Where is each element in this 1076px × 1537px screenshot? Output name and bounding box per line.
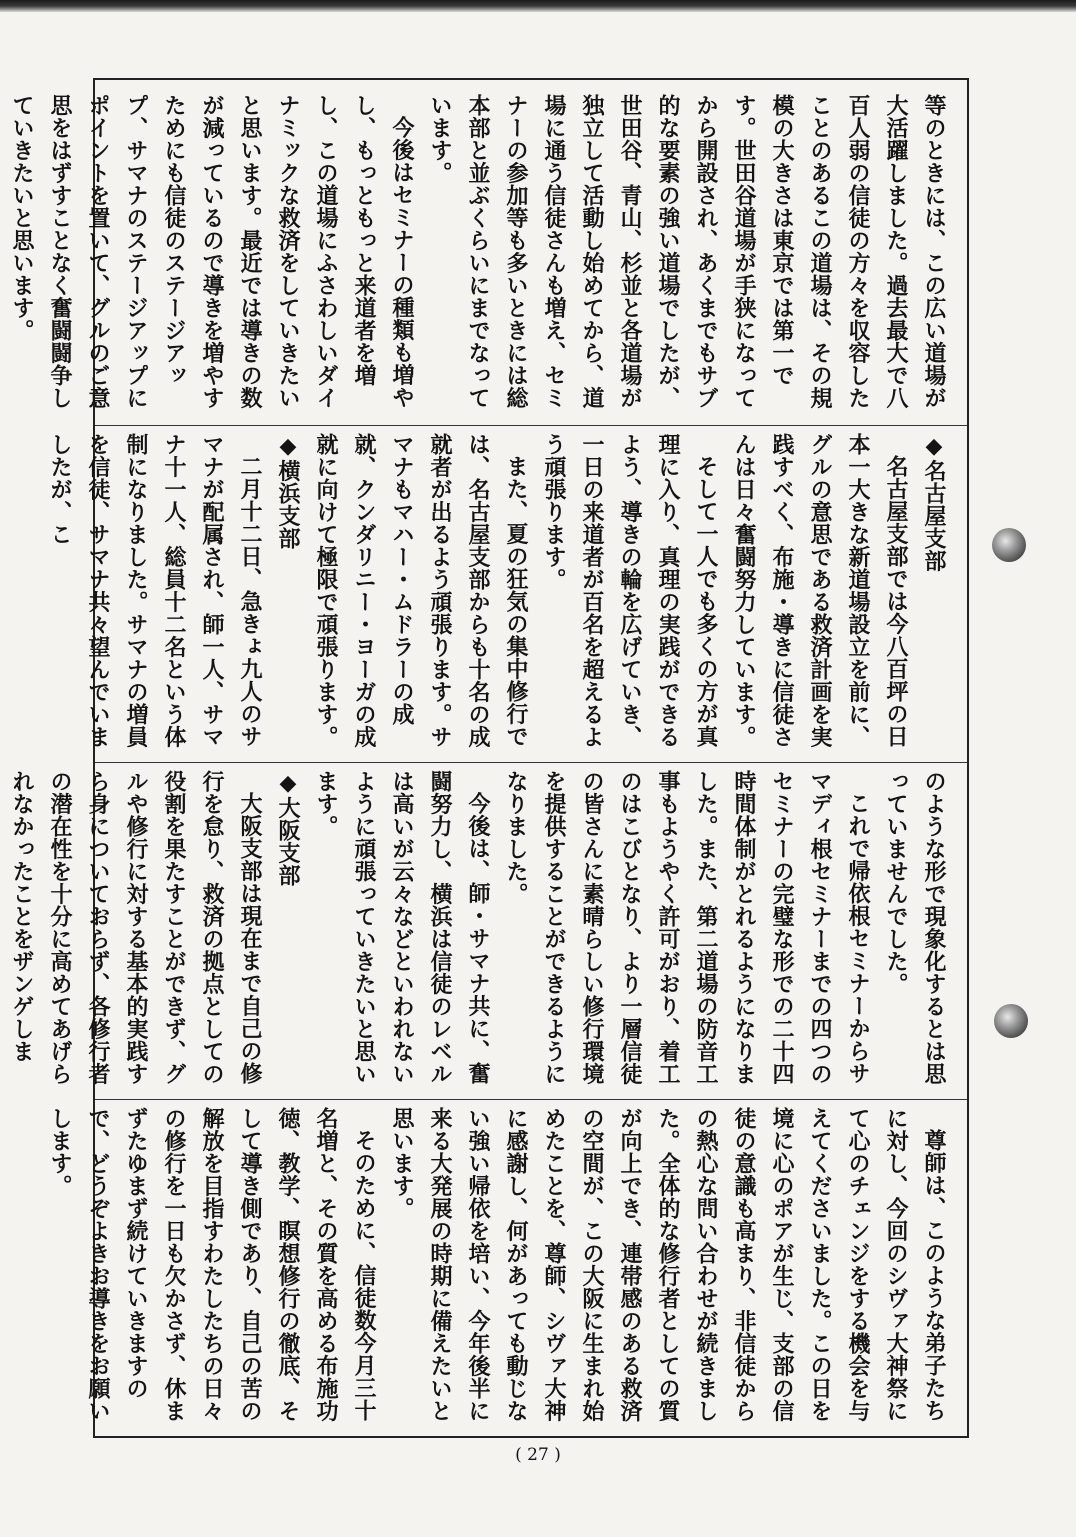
binder-hole-icon (992, 528, 1026, 562)
text-band-4 (47, 1107, 953, 1427)
binder-hole-icon (994, 1004, 1028, 1038)
section-heading-nagoya: ◆名古屋支部 (921, 433, 947, 572)
paragraph: 今後はセミナーの種類も増やし、もっともっと来道者を増し、この道場にふさわしいダイナミックな救済をしていきたいと思います。最近では導きの数が減っているので導きを増やすためにも信徒のステージアップ、サマナのステージアップにポイントを置いて、グルのご意思をはずすことなく奮闘闘争していきたいと思います。 (9, 94, 415, 409)
page-frame (9, 78, 969, 1438)
paragraph: 尊師は、このような弟子たちに対し、今回のシヴァ大神祭にて心のチェンジをする機会を与えてくださいました。この日を境に心のポアが生じ、支部の信徒の意識も高まり、非信徒からの熱心な問い合わせが続きました。全体的な修行者としての質が向上でき、連帯感のある救済の空間が、この大阪に生まれ始めたことを、尊師、シヴァ大神に感謝し、何があっても動じない強い帰依を培い、今年後半に来る大発展の時期に備えたいと思います。 (389, 1107, 947, 1422)
paragraph: 等のときには、この広い道場が大活躍しました。過去最大で八百人弱の信徒の方々を収容したことのあるこの道場は、その規模の大きさは東京では第一です。世田谷道場が手狭になってから開設され、あくまでもサブ的な要素の強い道場でしたが、世田谷、青山、杉並と各道場が独立して活動し始めてから、道場に通う信徒さんも増え、セミナーの参加等も多いときには総本部と並ぶくらいにまでなっています。 (427, 94, 947, 409)
paragraph: 今後は、師・サマナ共に、奮闘努力し、横浜は信徒のレベルは高いが云々などといわれないように頑張っていきたいと思います。 (313, 770, 491, 1085)
band-divider (95, 1099, 967, 1100)
text-band-3 (9, 770, 953, 1094)
paragraph: 大阪支部は現在まで自己の修行を怠り、救済の拠点としての役割を果たすことができず、グルや修行に対する基本的実践すら身についておらず、各修行者の潜在性を十分に高めてあげられなかったことをザンゲしま (9, 770, 263, 1085)
paragraph: 二月十二日、急きょ九人のサマナが配属され、師一人、サマナ十一人、総員十二名という体制になりました。サマナの増員を信徒、サマナ共々望んでいましたが、こ (47, 433, 263, 748)
paragraph: これで帰依根セミナーからサマディ根セミナーまでの四つのセミナーの完璧な形での二十四時間体制がとれるようになりました。また、第二道場の防音工事もようやく許可がおり、着工のはこびとなり、より一層信徒の皆さんに素晴らしい修行環境を提供することができるようになりました。 (503, 770, 871, 1085)
section-heading-yokohama: ◆横浜支部 (275, 433, 301, 550)
text-band-1 (9, 94, 953, 420)
page-number: ( 27 ) (515, 1445, 561, 1465)
scan-edge (0, 0, 1076, 12)
paragraph: また、夏の狂気の集中修行では、名古屋支部からも十名の成就者が出るよう頑張ります。サマナもマハー・ムドラーの成就、クンダリニー・ヨーガの成就に向けて極限で頑張ります。 (313, 433, 529, 748)
section-heading-osaka: ◆大阪支部 (275, 770, 301, 887)
paragraph: そのために、信徒数今月三十名増と、その質を高める布施功徳、教学、瞑想修行の徹底、そして導き側であり、自己の苦の解放を目指すわたしたちの日々の修行を一日も欠かさず、休まずたゆまず続けていきますので、どうぞよきお導きをお願いします。 (47, 1107, 377, 1422)
paragraph: そして一人でも多くの方が真理に入り、真理の実践ができるよう、導きの輪を広げていき、一日の来道者が百名を超えるよう頑張ります。 (541, 433, 719, 748)
paragraph: 名古屋支部では今八百坪の日本一大きな新道場設立を前に、グルの意思である救済計画を実践すべく、布施・導きに信徒さんは日々奮闘努力しています。 (731, 433, 909, 748)
paragraph: のような形で現象化するとは思っていませんでした。 (883, 770, 947, 1085)
band-divider (95, 762, 967, 763)
band-divider (95, 425, 967, 426)
text-band-2 (47, 433, 953, 757)
